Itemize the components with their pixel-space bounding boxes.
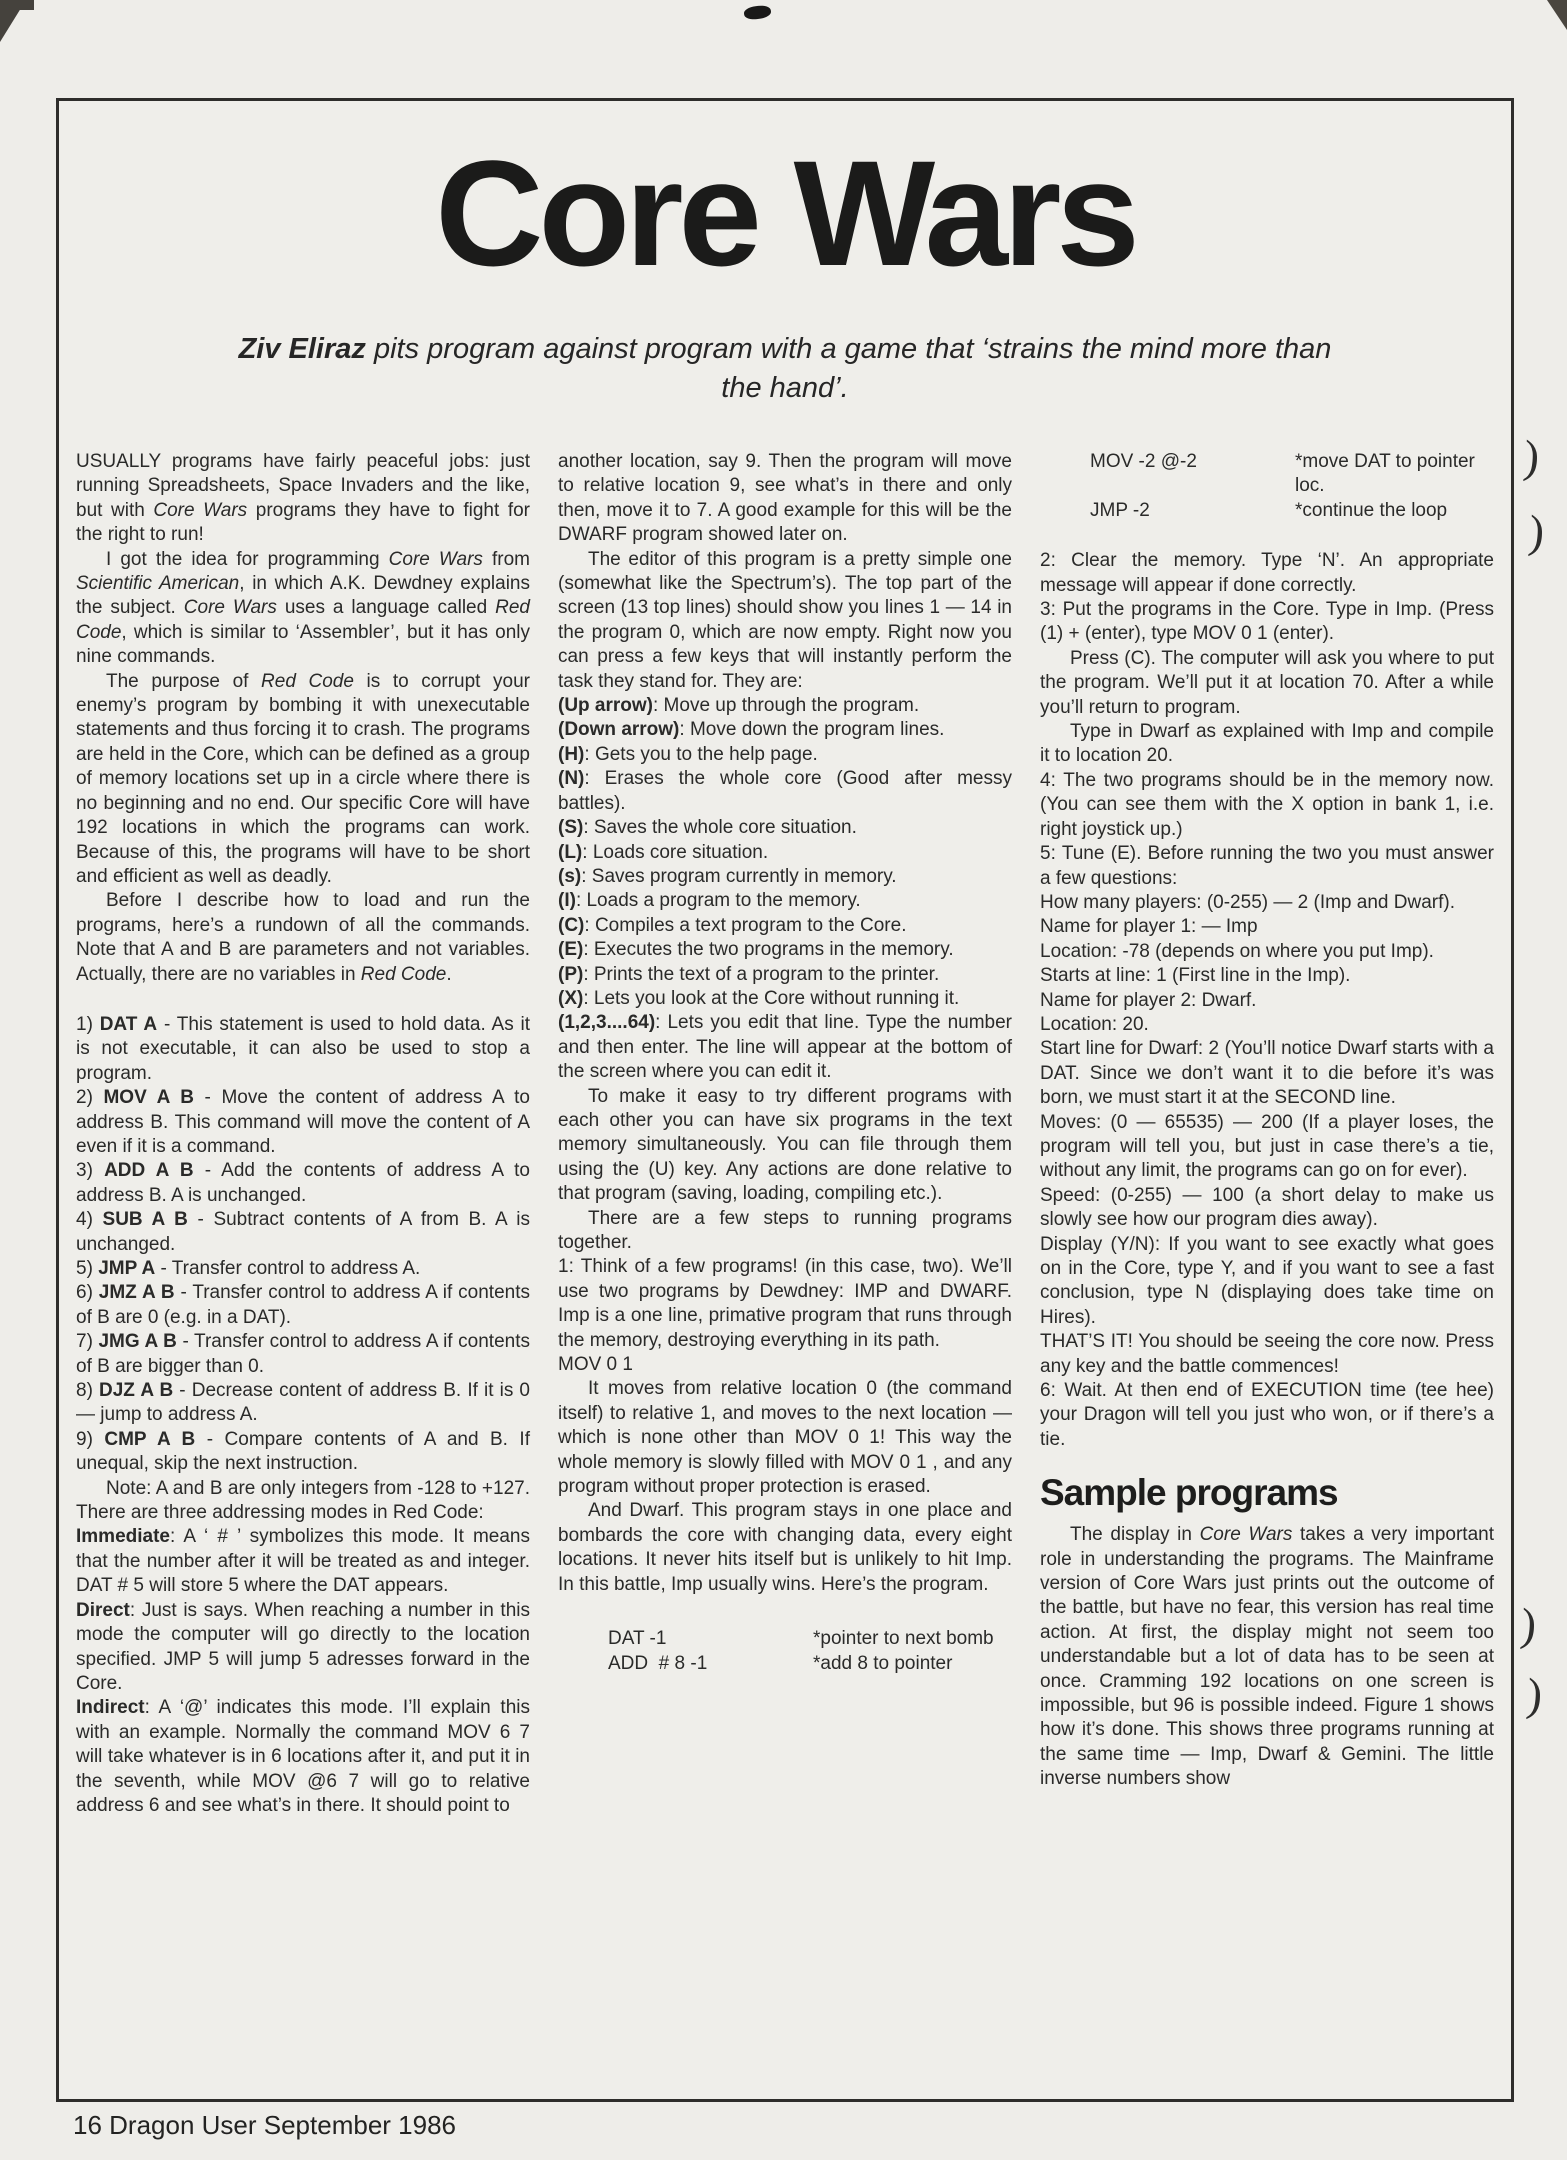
paragraph: To make it easy to try different programs with each other you can have six programs in the text memory simultaneously. You can file through them using the (U) key. Any actions are done relative to that program (saving, loading, compiling etc.).: [558, 1085, 1012, 1205]
paragraph: It moves from relative location 0 (the command itself) to relative 1, and moves to the next location — which is none other than MOV 0 1! This way the whole memory is slowly filled with MOV 0 1 , and any program without proper protection is erased.: [558, 1378, 1012, 1498]
paragraph: The editor of this program is a pretty simple one (somewhat like the Spectrum’s). The top part of the screen (13 top lines) should show you lines 1 — 14 in the program 0, which are now empty. Right now you can press a few keys that will instantly perform the task they stand for. They are:: [558, 548, 1012, 692]
paragraph: (P): Prints the text of a program to the printer.: [558, 963, 940, 985]
paragraph: another location, say 9. Then the program will move to relative location 9, see what’s in there and only then, move it to 7. A good example for this will be the DWARF program showed later on.: [558, 451, 1012, 546]
code-line: [1090, 499, 1494, 523]
paragraph: 1) DAT A - This statement is used to hold data. As it is not executable, it can also be used to stop a program.: [76, 1013, 530, 1084]
paragraph: (Up arrow): Move up through the program.: [558, 695, 920, 717]
paragraph: (S): Saves the whole core situation.: [558, 817, 857, 839]
paragraph: There are a few steps to running programs together.: [558, 1207, 1012, 1253]
paragraph: 6) JMZ A B - Transfer control to address A if contents of B are 0 (e.g. in a DAT).: [76, 1282, 530, 1328]
paragraph: (C): Compiles a text program to the Core.: [558, 914, 907, 936]
paragraph: (L): Loads core situation.: [558, 841, 769, 863]
paragraph: The purpose of Red Code is to corrupt your enemy’s program by bombing it with unexecutable statements and thus forcing it to crash. The programs are held in the Core, which can be defined as a group of memory locations set up in a circle where there is no beginning and no end. Our specific Core will have 192 locations in which the programs can work. Because of this, the programs will have to be short and efficient as well as deadly.: [76, 670, 530, 887]
paragraph: Start line for Dwarf: 2 (You’ll notice Dwarf starts with a DAT. Since we don’t want it to die before it’s was born, we must start it at the SECOND line.: [1040, 1038, 1494, 1109]
article-frame: [56, 98, 1514, 2102]
paragraph: (s): Saves program currently in memory.: [558, 865, 897, 887]
paragraph: Press (C). The computer will ask you where to put the program. We’ll put it at location 70. After a while you’ll return to program.: [1040, 647, 1494, 718]
code-line: [608, 1652, 1012, 1676]
code-instruction: DAT -1: [608, 1628, 667, 1650]
code-line: [1090, 450, 1494, 499]
page-edge-mark: ): [1521, 430, 1542, 483]
article-columns: [59, 450, 1511, 1818]
paragraph: And Dwarf. This program stays in one place and bombards the core with changing data, every eight locations. It never hits itself but is unlikely to hit Imp. In this battle, Imp usually wins. Here’s the program.: [558, 1500, 1012, 1595]
paragraph: Speed: (0-255) — 100 (a short delay to make us slowly see how our program dies away).: [1040, 1184, 1494, 1231]
scan-mark-artifact: [743, 4, 771, 20]
paragraph: 5: Tune (E). Before running the two you must answer a few questions:: [1040, 843, 1494, 889]
paragraph: Type in Dwarf as explained with Imp and compile it to location 20.: [1040, 721, 1494, 767]
column-1: [76, 450, 530, 1818]
page-edge-mark: ): [1524, 1668, 1545, 1721]
paragraph: I got the idea for programming Core Wars from Scientific American, in which A.K. Dewdney explains the subject. Core Wars uses a language called Red Code, which is similar to ‘Assembler’, but it has only nine commands.: [76, 548, 531, 668]
paragraph: Location: -78 (depends on where you put Imp).: [1040, 940, 1434, 962]
code-instruction: JMP -2: [1090, 499, 1150, 521]
paragraph: Starts at line: 1 (First line in the Imp).: [1040, 965, 1351, 987]
paragraph: 2: Clear the memory. Type ‘N’. An appropriate message will appear if done correctly.: [1040, 550, 1494, 596]
scan-corner-artifact: [1547, 0, 1567, 30]
paragraph: (N): Erases the whole core (Good after messy battles).: [558, 768, 1012, 814]
paragraph: 7) JMG A B - Transfer control to address A if contents of B are bigger than 0.: [76, 1331, 530, 1377]
paragraph: Note: A and B are only integers from -128 to +127. There are three addressing modes in Red Code:: [76, 1477, 530, 1524]
section-heading: Sample programs: [1040, 1472, 1338, 1514]
paragraph: MOV 0 1: [558, 1354, 633, 1376]
code-comment: *add 8 to pointer: [813, 1652, 953, 1674]
page-footer: 16 Dragon User September 1986: [73, 2110, 457, 2140]
paragraph: (Down arrow): Move down the program lines.: [558, 719, 945, 741]
paragraph: Indirect: A ‘@’ indicates this mode. I’ll explain this with an example. Normally the command MOV 6 7 will take whatever is in 6 locations after it, and put it in the seventh, while MOV @6 7 will go to relative address 6 and see what’s in there. It should point to: [76, 1697, 530, 1816]
code-comment: *continue the loop: [1295, 499, 1448, 521]
code-comment: *move DAT to pointer loc.: [1295, 451, 1475, 497]
paragraph: 4: The two programs should be in the memory now. (You can see them with the X option in bank 1, i.e. right joystick up.): [1040, 769, 1494, 840]
column-2: [558, 450, 1012, 1818]
paragraph: Name for player 2: Dwarf.: [1040, 989, 1257, 1011]
paragraph: USUALLY programs have fairly peaceful jobs: just running Spreadsheets, Space Invaders and the like, but with Core Wars programs they have to fight for the right to run!: [76, 451, 530, 546]
paragraph: Location: 20.: [1040, 1013, 1149, 1035]
paragraph: (E): Executes the two programs in the memory.: [558, 939, 954, 961]
paragraph: (H): Gets you to the help page.: [558, 743, 818, 765]
paragraph: 8) DJZ A B - Decrease content of address B. If it is 0 — jump to address A.: [76, 1380, 530, 1426]
paragraph: 4) SUB A B - Subtract contents of A from B. A is unchanged.: [76, 1209, 530, 1255]
paragraph: 3) ADD A B - Add the contents of address A to address B. A is unchanged.: [76, 1160, 530, 1206]
scan-corner-artifact: [0, 0, 26, 42]
page-edge-mark: ): [1526, 505, 1547, 558]
code-listing: [608, 1627, 1012, 1676]
paragraph: 5) JMP A - Transfer control to address A.: [76, 1258, 421, 1279]
paragraph: 6: Wait. At then end of EXECUTION time (tee hee) your Dragon will tell you just who won, or if there’s a tie.: [1040, 1380, 1494, 1450]
article-byline: Ziv Eliraz pits program against program with a game that ‘strains the mind more than the hand’.: [238, 333, 1332, 404]
paragraph: 1: Think of a few programs! (in this case, two). We’ll use two programs by Dewdney: IMP and DWARF. Imp is a one line, primative program that runs through the memory, destroying everything in its path.: [558, 1256, 1012, 1351]
paragraph: Immediate: A ‘ # ’ symbolizes this mode. It means that the number after it will be treated as and integer. DAT # 5 will store 5 where the DAT appears.: [76, 1526, 530, 1597]
paragraph: How many players: (0-255) — 2 (Imp and Dwarf).: [1040, 891, 1455, 913]
code-instruction: ADD # 8 -1: [608, 1652, 708, 1674]
code-comment: *pointer to next bomb: [813, 1628, 994, 1650]
paragraph: Direct: Just is says. When reaching a number in this mode the computer will go directly to the location specified. JMP 5 will jump 5 adresses forward in the Core.: [76, 1599, 530, 1694]
code-instruction: MOV -2 @-2: [1090, 451, 1197, 472]
paragraph: Moves: (0 — 65535) — 200 (If a player loses, the program will tell you, but just in case there’s a tie, without any limit, the programs can go on for ever).: [1040, 1111, 1494, 1182]
paragraph: Name for player 1: — Imp: [1040, 916, 1258, 938]
paragraph: THAT’S IT! You should be seeing the core now. Press any key and the battle commences!: [1040, 1331, 1494, 1377]
code-listing: [1090, 450, 1494, 523]
page-edge-mark: ): [1518, 1598, 1539, 1651]
column-3: [1040, 450, 1494, 1818]
code-line: [608, 1627, 1012, 1651]
paragraph: 9) CMP A B - Compare contents of A and B. If unequal, skip the next instruction.: [76, 1428, 530, 1475]
paragraph: Display (Y/N): If you want to see exactly what goes on in the Core, type Y, and if you want to see a fast conclusion, type N (displaying does take time on Hires).: [1040, 1233, 1494, 1328]
article-title: Core Wars: [435, 129, 1135, 297]
paragraph: (X): Lets you look at the Core without running it.: [558, 987, 960, 1009]
paragraph: (I): Loads a program to the memory.: [558, 890, 861, 912]
paragraph: Before I describe how to load and run the programs, here’s a rundown of all the commands. Note that A and B are parameters and not variables. Actually, there are no variables in Red Code.: [76, 890, 530, 985]
paragraph: 3: Put the programs in the Core. Type in Imp. (Press (1) + (enter), type MOV 0 1 (enter).: [1040, 599, 1494, 645]
paragraph: The display in Core Wars takes a very important role in understanding the programs. The Mainframe version of Core Wars just prints out the outcome of the battle, but have no fear, this version has real time action. At first, the display might not seem too understandable but a lot of data has to be seen at once. Cramming 192 locations on one screen is impossible, but 96 is possible indeed. Figure 1 shows how it’s done. This shows three programs running at the same time — Imp, Dwarf & Gemini. The little inverse numbers show: [1040, 1524, 1494, 1790]
paragraph: (1,2,3....64): Lets you edit that line. Type the number and then enter. The line will appear at the bottom of the screen where you can edit it.: [558, 1012, 1012, 1083]
paragraph: 2) MOV A B - Move the content of address A to address B. This command will move the content of A even if it is a command.: [76, 1087, 530, 1157]
